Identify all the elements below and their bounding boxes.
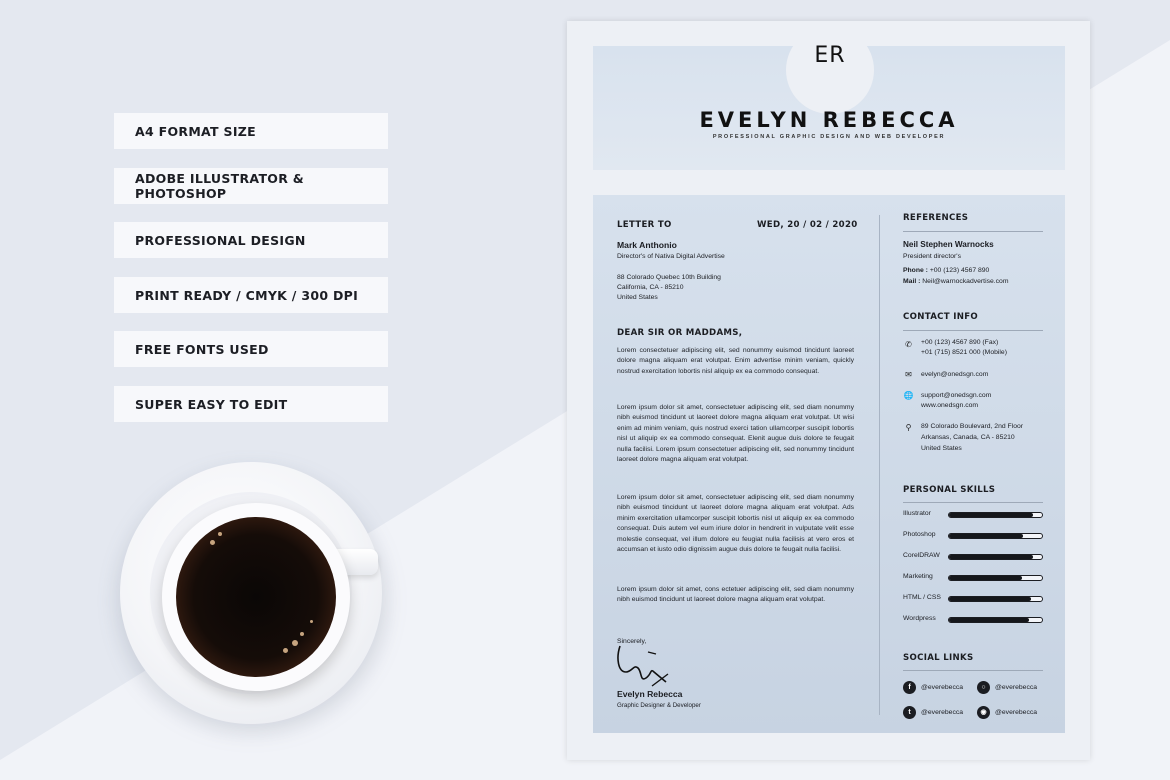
skill-bar	[948, 575, 1043, 581]
crema-bubble	[300, 632, 304, 636]
reference-name: Neil Stephen Warnocks	[903, 240, 994, 249]
letter-date: WED, 20 / 02 / 2020	[757, 220, 858, 230]
contact-address-line: 89 Colorado Boulevard, 2nd Floor	[921, 423, 1024, 430]
coffee	[176, 517, 336, 677]
skill-bar	[948, 554, 1043, 560]
feature-easy-edit	[114, 386, 388, 422]
feature-label: PRINT READY / CMYK / 300 DPI	[135, 287, 359, 303]
closing: Sincerely,	[617, 638, 647, 645]
crema-bubble	[283, 648, 288, 653]
social-handle[interactable]: @everebecca	[995, 684, 1038, 691]
letter-paragraph: Lorem ipsum dolor sit amet, consectetuer adipiscing elit, sed diam nonummy nibh euismod tincidunt ut laoreet dolore magna aliquam erat volutpat. Ads minim exercitation ullamcorper suscipit lobortis nisl ut aliquip ex ea commodo consequat. Duis autem vel eum iriure dolor in hendrerit in vulputate velit esse molestie consequat, vel illum dolore eu feugiat nulla facilisis at vero eros et accumsan et iusto odio dignissim augue duis dolore te feugait nulla facilisi.	[617, 494, 854, 554]
feature-a4-format	[114, 113, 388, 149]
contact-web-line: www.onedsgn.com	[921, 402, 979, 409]
resume-name: EVELYN REBECCA	[699, 108, 959, 132]
feature-print-ready	[114, 277, 388, 313]
section-divider	[903, 502, 1043, 503]
resume-subtitle: PROFESSIONAL GRAPHIC DESIGN AND WEB DEVELOPER	[712, 134, 946, 140]
contact-email: evelyn@onedsgn.com	[921, 371, 989, 378]
contact-phone-line: +01 (715) 8521 000 (Mobile)	[921, 349, 1007, 356]
recipient-address-line: 88 Colorado Quebec 10th Building	[617, 274, 721, 281]
section-divider	[903, 231, 1043, 232]
signature-name: Evelyn Rebecca	[617, 689, 683, 699]
letter-paragraph: Lorem ipsum dolor sit amet, cons ectetuer adipiscing elit, sed diam nonummy nibh euismod tincidunt ut laoreet dolore magna aliquam erat volutpat.	[617, 586, 854, 604]
crema-bubble	[210, 540, 215, 545]
feature-label: ADOBE ILLUSTRATOR & PHOTOSHOP	[135, 171, 304, 201]
skill-label: Marketing	[903, 573, 933, 580]
feature-professional	[114, 222, 388, 258]
skill-bar	[948, 512, 1043, 518]
phone-icon: ✆	[905, 340, 912, 349]
reference-mail-row	[903, 277, 1009, 287]
column-divider	[879, 215, 880, 715]
recipient-address-line: United States	[617, 294, 658, 301]
feature-label: SUPER EASY TO EDIT	[135, 396, 288, 412]
recipient-address-line: California, CA - 85210	[617, 284, 684, 291]
social-handle[interactable]: @everebecca	[995, 709, 1038, 716]
skill-label: Wordpress	[903, 615, 936, 622]
contact-address-line: United States	[921, 445, 962, 452]
feature-free-fonts	[114, 331, 388, 367]
crema-bubble	[310, 620, 313, 623]
skill-bar-fill	[949, 576, 1022, 580]
instagram-icon[interactable]: ○	[977, 681, 990, 694]
skill-label: Illustrator	[903, 510, 931, 517]
location-pin-icon: ⚲	[905, 423, 912, 432]
reference-mail: Neil@warnockadvertise.com	[922, 278, 1009, 285]
skill-bar-fill	[949, 618, 1029, 622]
skill-label: HTML / CSS	[903, 594, 941, 601]
feature-software	[114, 168, 388, 204]
letter-paragraph: Lorem ipsum dolor sit amet, consectetuer adipiscing elit, sed diam nonummy nibh euismod tincidunt ut laoreet dolore magna aliquam erat volutpat. Ut wisi enim ad minim veniam, quis nostrud exerci tation ullamcorper suscipit lobortis nisl ut aliquip ex ea commodo consequat. Elenit augue duis dolore te feugait nulla facilisi. Lorem ipsum consectetuer adipiscing elit, sed nonummy tincidunt laoreet dolore magna aliquam erat volutpat.	[617, 404, 854, 464]
crema-bubble	[292, 640, 298, 646]
recipient-name: Mark Anthonio	[617, 240, 677, 250]
skill-label: Photoshop	[903, 531, 936, 538]
facebook-icon[interactable]: f	[903, 681, 916, 694]
recipient-title: Director's of Nativa Digital Advertise	[617, 253, 725, 260]
section-divider	[903, 330, 1043, 331]
crema-bubble	[218, 532, 222, 536]
twitter-icon[interactable]: t	[903, 706, 916, 719]
skill-bar	[948, 533, 1043, 539]
skill-bar	[948, 617, 1043, 623]
reference-phone-row	[903, 266, 989, 276]
contact-phone-line: +00 (123) 4567 890 (Fax)	[921, 339, 999, 346]
monogram-badge	[786, 26, 874, 114]
letter-paragraph: Lorem consectetuer adipiscing elit, sed nonummy euismod tincidunt laoreet dolore magna aliquam erat volutpat. Enim advertise minim veniam, quickly nostrud exercitation lobortis nisl aliquip ex ea commodo consequat.	[617, 347, 854, 375]
social-handle[interactable]: @everebecca	[921, 709, 964, 716]
skill-bar-fill	[949, 597, 1031, 601]
contact-heading: CONTACT INFO	[903, 312, 978, 322]
reference-role: President director's	[903, 253, 961, 260]
skill-bar	[948, 596, 1043, 602]
letter-to-heading: LETTER TO	[617, 220, 672, 230]
skill-bar-fill	[949, 534, 1023, 538]
feature-label: A4 FORMAT SIZE	[135, 123, 256, 139]
salutation: DEAR SIR OR MADDAMS,	[617, 328, 743, 338]
contact-address-line: Arkansas, Canada, CA - 85210	[921, 434, 1015, 441]
references-heading: REFERENCES	[903, 213, 969, 223]
social-heading: SOCIAL LINKS	[903, 653, 974, 663]
mail-label: Mail :	[903, 278, 921, 285]
skills-heading: PERSONAL SKILLS	[903, 485, 996, 495]
phone-label: Phone :	[903, 267, 928, 274]
signature-title: Graphic Designer & Developer	[617, 702, 701, 709]
skill-label: CorelDRAW	[903, 552, 940, 559]
signature-graphic	[612, 642, 674, 690]
contact-web-line: support@onedsgn.com	[921, 392, 992, 399]
skill-bar-fill	[949, 555, 1033, 559]
globe-icon: 🌐	[903, 391, 914, 400]
feature-label: PROFESSIONAL DESIGN	[135, 232, 306, 248]
social-handle[interactable]: @everebecca	[921, 684, 964, 691]
feature-label: FREE FONTS USED	[135, 341, 269, 357]
dribbble-icon[interactable]: ◉	[977, 706, 990, 719]
skill-bar-fill	[949, 513, 1033, 517]
mail-icon: ✉	[905, 370, 912, 379]
section-divider	[903, 670, 1043, 671]
reference-phone: +00 (123) 4567 890	[929, 267, 990, 274]
monogram-logo: ER	[814, 43, 846, 68]
